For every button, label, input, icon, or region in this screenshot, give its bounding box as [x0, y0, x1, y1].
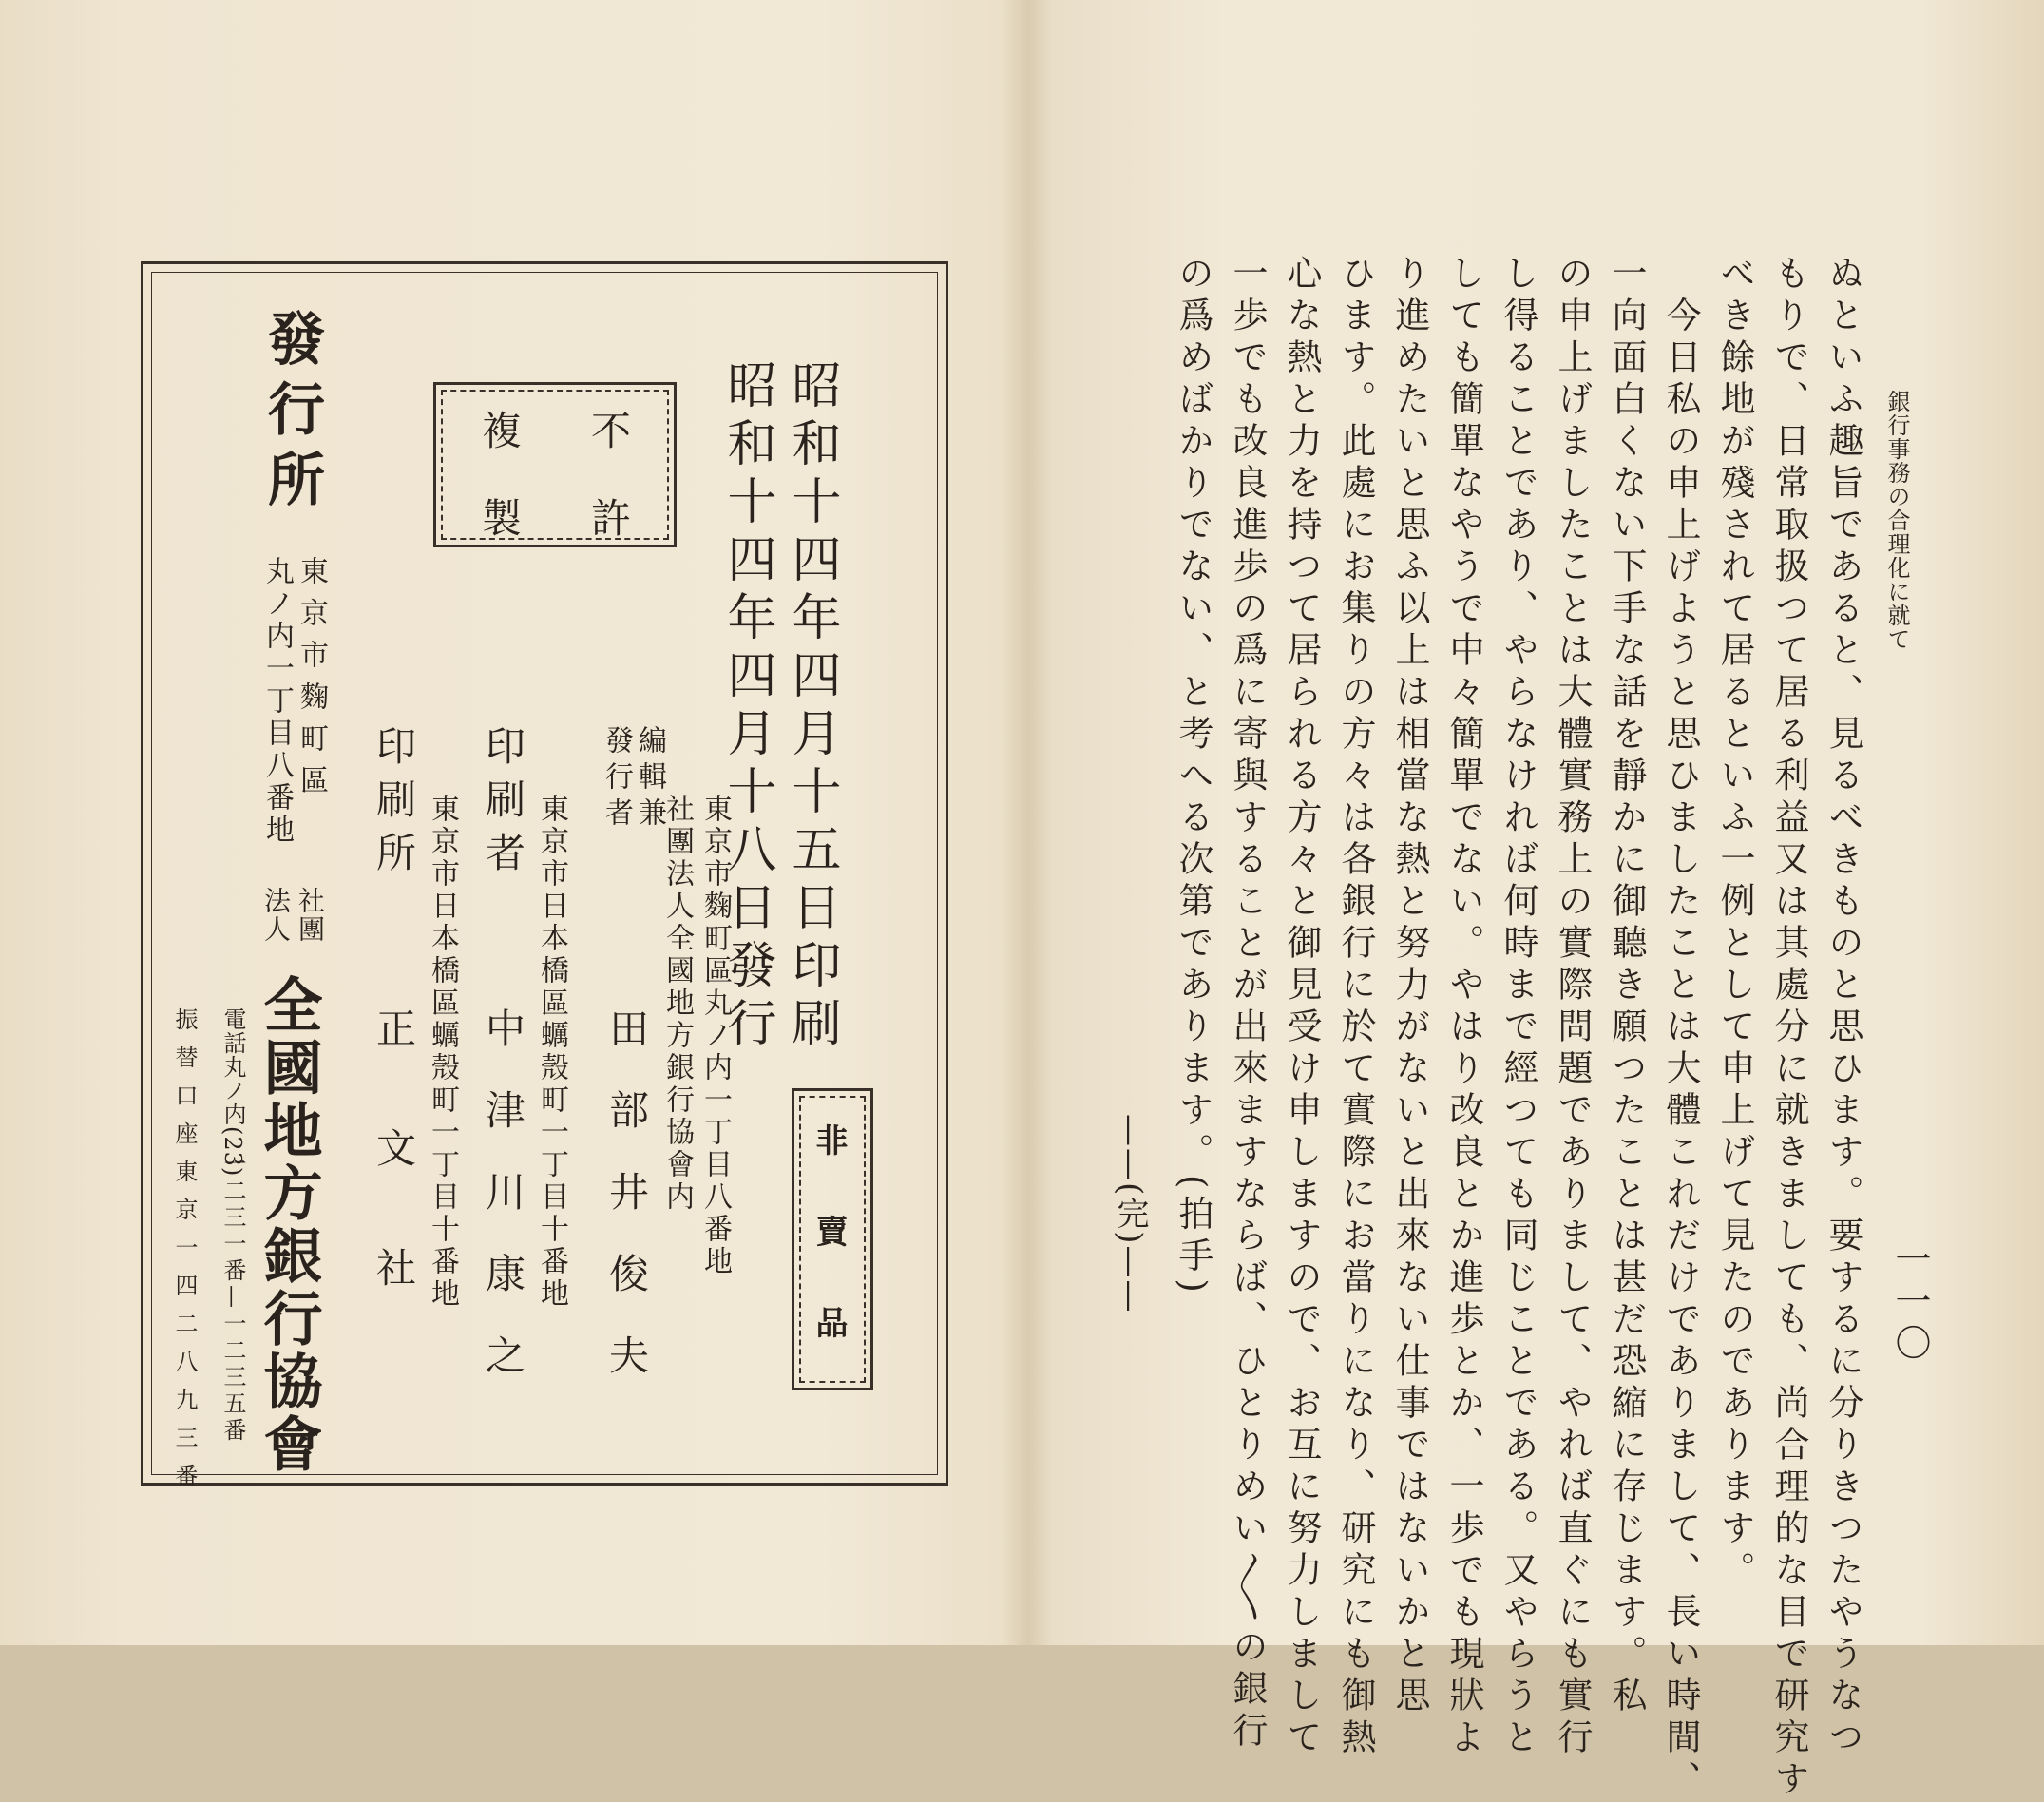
body-line-6: の申上げましたことは大體實務上の實際問題でありまして、やれば直ぐにも實行 — [1552, 255, 1593, 1760]
publisher-name: 全國地方銀行協會 — [254, 974, 323, 1476]
phone-numbers: 一二三一番—一二三五番 — [220, 1152, 246, 1445]
print-shop-address: 東京市日本橋區蠣殼町一丁目十番地 — [426, 794, 459, 1311]
printer-role: 印刷者 — [480, 725, 526, 885]
editor-address: 東京市麴町區丸ノ内一丁目八番地 — [698, 794, 732, 1278]
copyright-stamp-line1: 不許 — [585, 410, 632, 585]
editor-role: 編輯兼 — [633, 725, 666, 834]
print-date: 昭和十四年四月十五日印刷 — [783, 359, 840, 1055]
running-head: 銀行事務の合理化に就て — [1883, 390, 1910, 651]
not-for-sale-stamp — [792, 1088, 873, 1397]
copyright-stamp — [433, 382, 677, 585]
publisher-address-2: 丸ノ内一丁目八番地 — [260, 556, 294, 847]
issue-date: 昭和十四年四月十八日發行 — [718, 359, 775, 1055]
print-shop-role: 印刷所 — [371, 725, 417, 885]
body-line-3: べき餘地が殘されて居るといふ一例として申上げて見たのであります。 — [1714, 255, 1755, 1593]
body-line-8: しても簡單なやうで中々簡單でない。やはり改良とか進歩とか、一歩でも現狀よ — [1443, 255, 1484, 1760]
copyright-stamp-line2: 複製 — [476, 410, 523, 585]
printer-address: 東京市日本橋區蠣殼町一丁目十番地 — [535, 794, 568, 1311]
publisher-office-label: 發行所 — [258, 309, 325, 520]
end-mark: ——(完)—— — [1111, 1114, 1149, 1314]
transfer-account: 振替口座東京一四二八九三番 — [171, 1007, 198, 1502]
body-line-5: 一向面白くない下手な話を靜かに御聽き願つたことは甚だ恐縮に存じます。私 — [1606, 255, 1647, 1718]
publisher-role: 發行者 — [600, 725, 633, 834]
publisher-address-1: 東京市麴町區 — [295, 556, 328, 807]
editor-org: 社團法人全國地方銀行協會内 — [660, 794, 694, 1214]
body-line-1: ぬといふ趣旨であると、見るべきものと思ひます。要するに分りきつたやうなつ — [1823, 255, 1863, 1760]
colophon-page — [0, 0, 1011, 1645]
printer-name: 中津川康之 — [480, 1007, 526, 1416]
body-line-11: 心な熱と力を持つて居られる方々と御見受け申しますので、お互に努力しまして — [1281, 255, 1322, 1760]
corp-type-2: 法人 — [260, 887, 292, 944]
body-line-10: ひます。此處にお集りの方々は各銀行に於て實際にお當りになり、研究にも御熱 — [1335, 255, 1376, 1760]
body-line-9: り進めたいと思ふ以上は相當な熱と努力がないと出來ない仕事ではないかと思 — [1389, 255, 1430, 1718]
body-line-7: し得ることであり、やらなければ何時まで經つても同じことである。又やらうと — [1498, 255, 1538, 1760]
not-for-sale-label: 非賣品 — [810, 1123, 848, 1397]
editor-name: 田部井俊夫 — [603, 1007, 650, 1416]
corp-type-1: 社團 — [295, 887, 326, 944]
article-page — [1011, 0, 2044, 1802]
page-number: 一一〇 — [1889, 1240, 1931, 1366]
body-line-13: の爲めばかりでない、と考へる次第であります。(拍手) — [1173, 255, 1213, 1299]
print-shop-name: 正文社 — [371, 1007, 417, 1367]
phone: 電話丸ノ内(23) — [220, 1007, 246, 1178]
body-line-12: 一歩でも改良進歩の爲に寄與することが出來ますならば、ひとりめい〳〵の銀行 — [1227, 255, 1268, 1754]
body-line-4: 今日私の申上げようと思ひましたことは大體これだけでありまして、長い時間、 — [1660, 297, 1701, 1802]
body-line-2: もりで、日常取扱つて居る利益又は其處分に就きましても、尚合理的な目で研究す — [1768, 255, 1809, 1802]
